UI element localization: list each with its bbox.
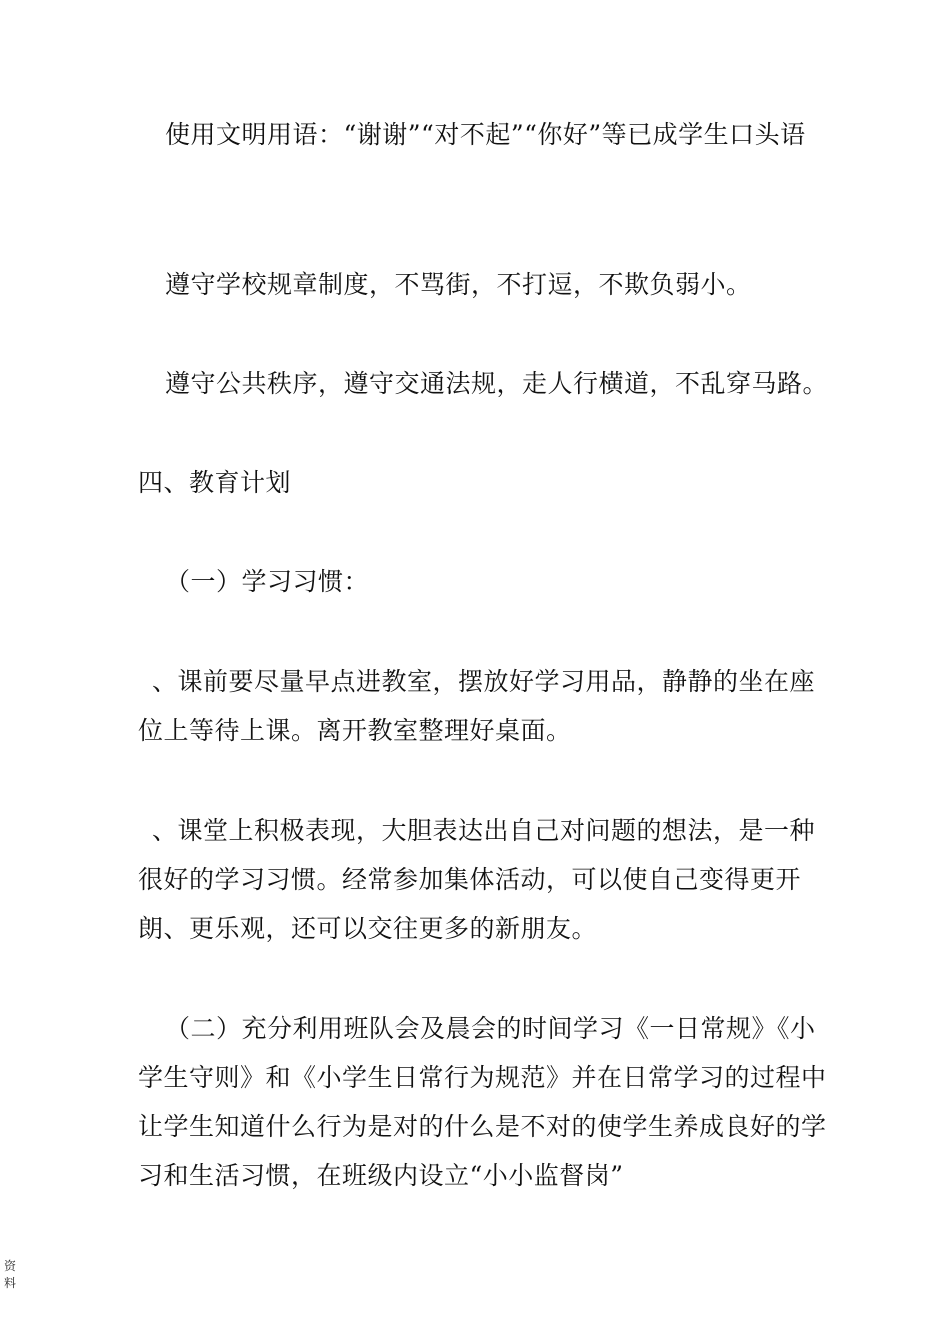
side-note: 资料 (4, 1259, 17, 1290)
section-heading-education-plan: 四、教育计划 (138, 468, 292, 497)
paragraph-class-performance: 、课堂上积极表现，大胆表达出自己对问题的想法，是一种很好的学习习惯。经常参加集体活动，可以使自己变得更开朗、更乐观，还可以交往更多的新朋友。 (138, 816, 816, 943)
paragraph-school-rules: 遵守学校规章制度，不骂街，不打逗，不欺负弱小。 (165, 270, 752, 299)
paragraph-public-order: 遵守公共秩序，遵守交通法规，走人行横道，不乱穿马路。 (165, 369, 829, 398)
paragraph-civil-language: 使用文明用语：“谢谢”“对不起”“你好”等已成学生口头语 (165, 120, 806, 149)
paragraph-before-class: 、课前要尽量早点进教室，摆放好学习用品，静静的坐在座位上等待上课。离开教室整理好桌面。 (138, 667, 816, 745)
subheading-study-habits: （一）学习习惯： (165, 567, 370, 596)
paragraph-class-meeting: （二）充分利用班队会及晨会的时间学习《一日常规》《小学生守则》和《小学生日常行为规范》并在日常学习的过程中让学生知道什么行为是对的什么是不对的使学生养成良好的学习和生活习惯，在班级内设立“小小监督岗” (138, 1014, 827, 1190)
